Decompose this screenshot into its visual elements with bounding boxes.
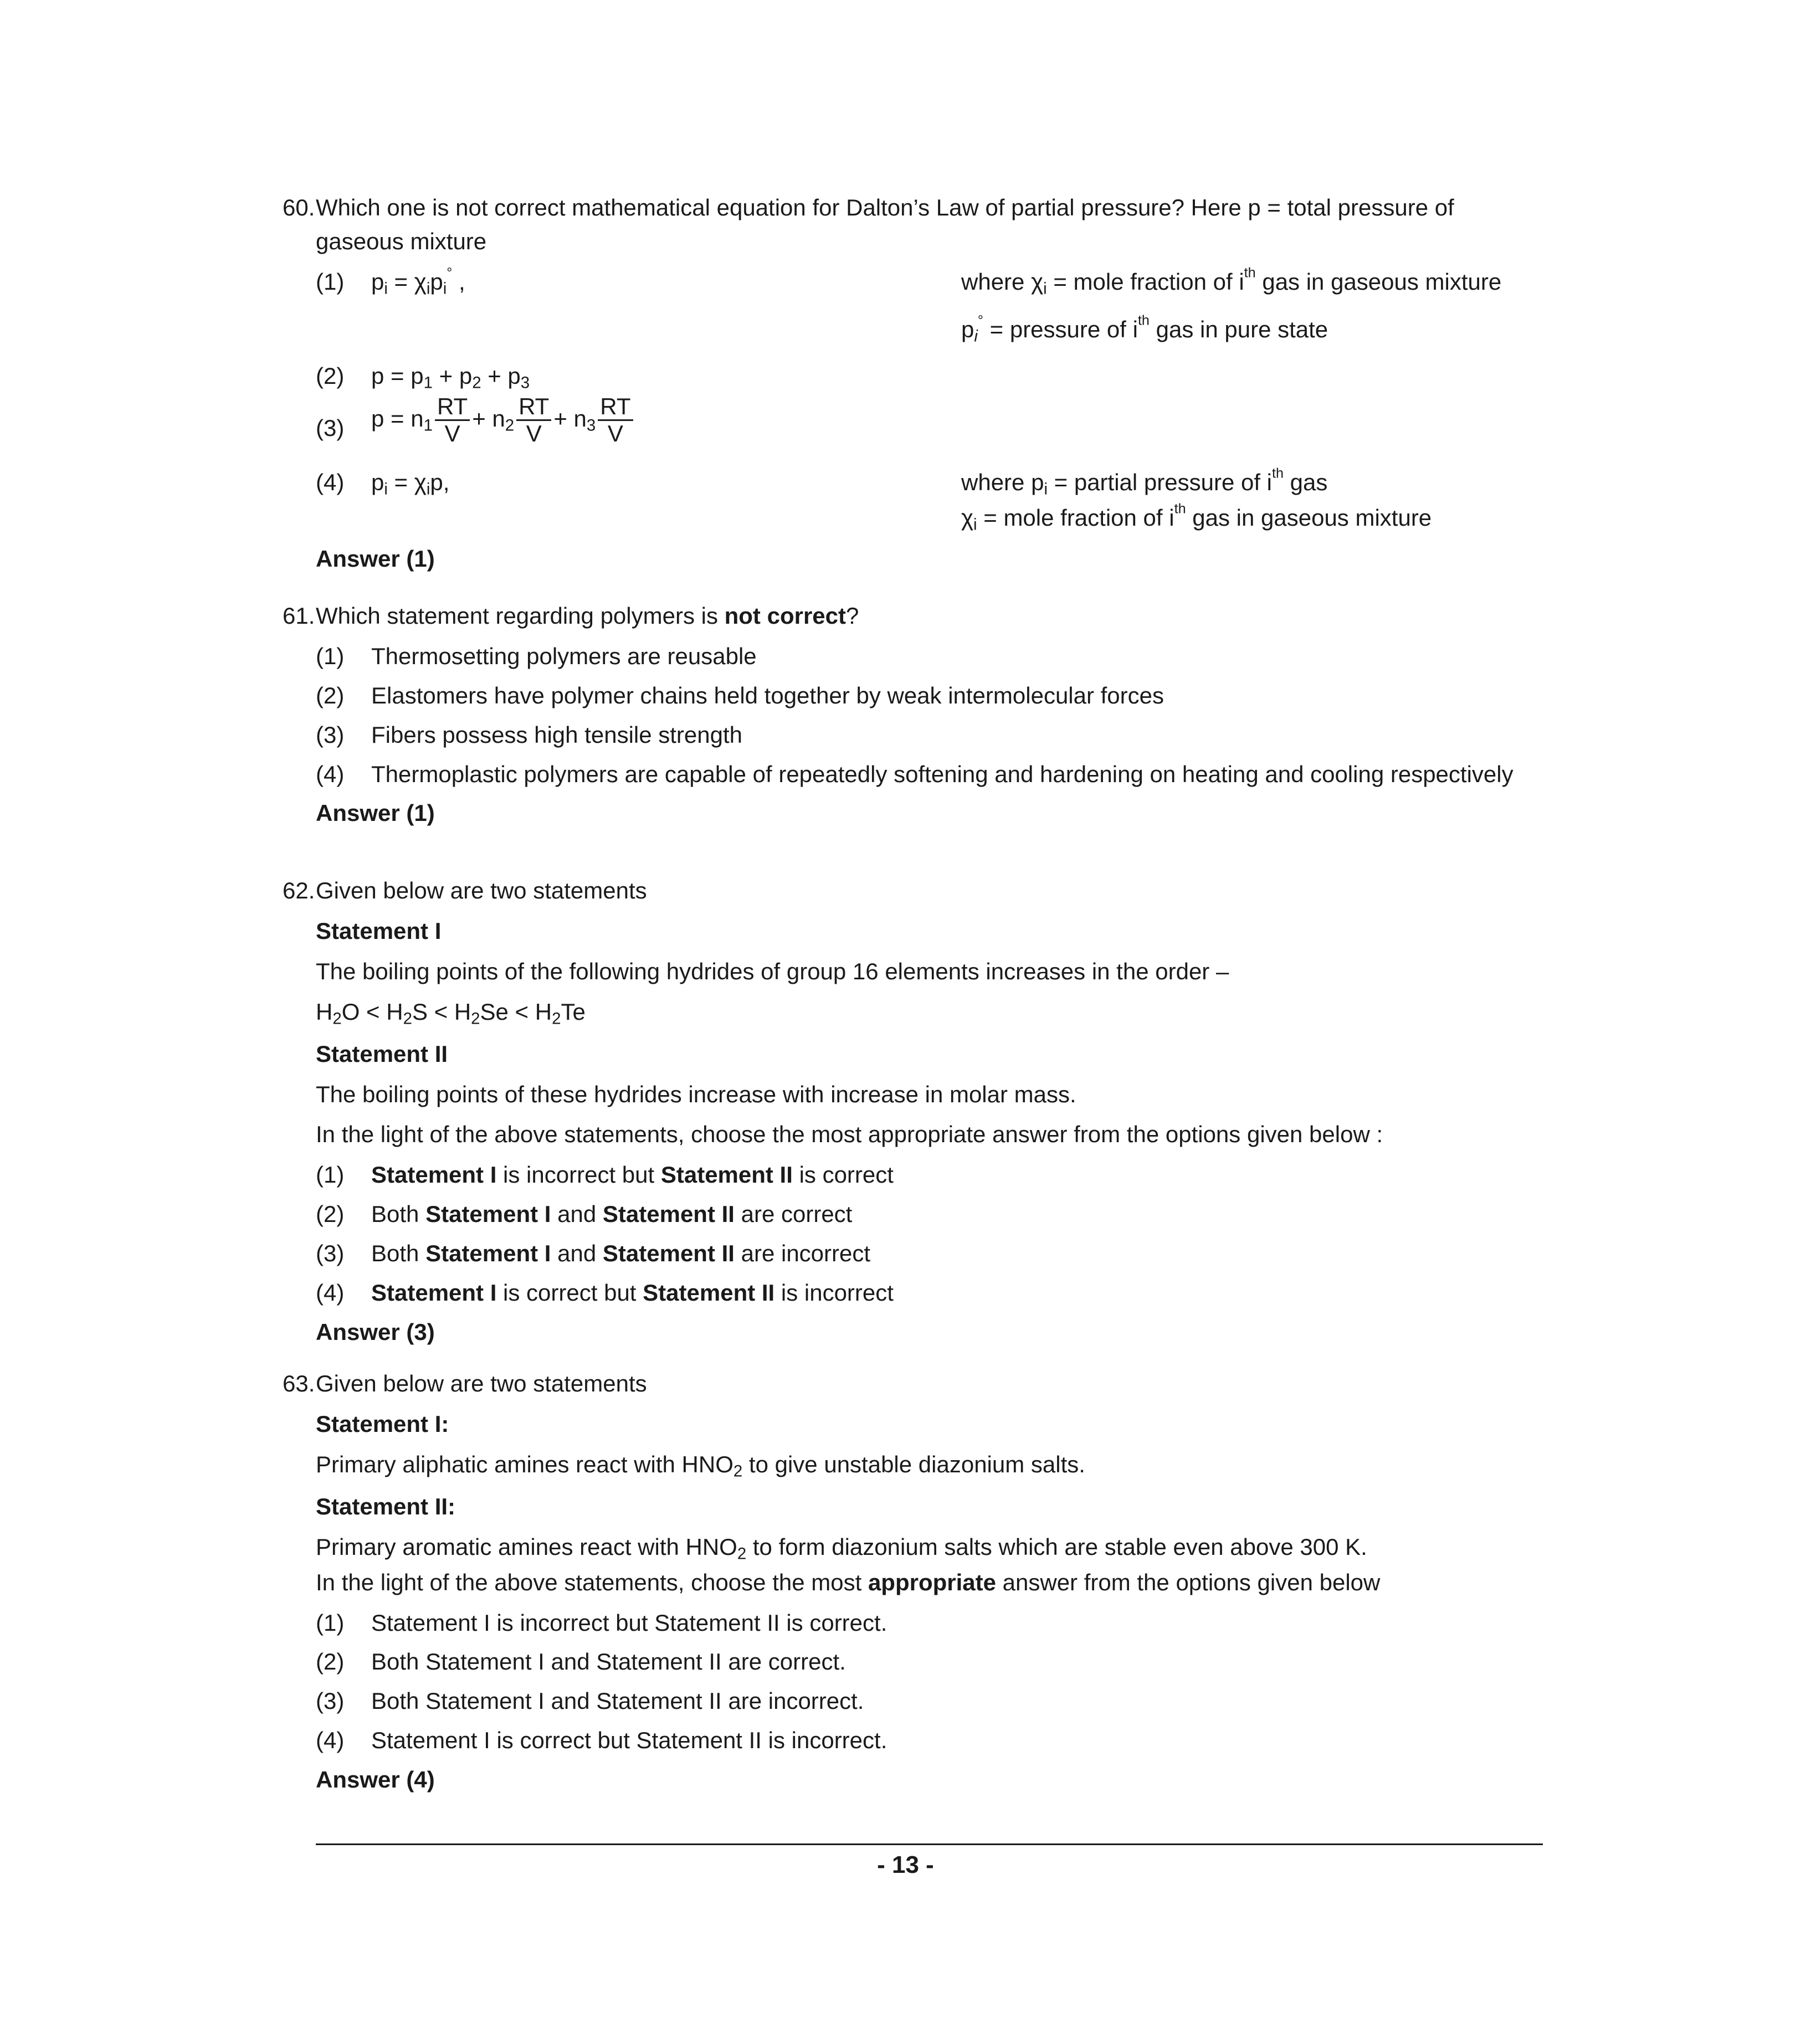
question-text: Given below are two statements (316, 877, 647, 903)
question-number: 61. (283, 603, 315, 629)
option-3: (3) Both Statement I and Statement II are incorrect (316, 1240, 871, 1267)
option-number: (1) (316, 268, 345, 295)
option-3: (3) Fibers possess high tensile strength (316, 721, 743, 748)
option-4: (4) Thermoplastic polymers are capable of repeatedly softening and hardening on heating and cooling respectively (316, 761, 1514, 787)
statement-1-heading: Statement I: (316, 1410, 449, 1437)
option-formula: $p_i = \chi_ip_i^\circ$ , (371, 265, 465, 298)
question-prompt: In the light of the above statements, choose the most appropriate answer from the options given below : (316, 1121, 1383, 1148)
answer: Answer (1) (316, 545, 435, 572)
question-63 (283, 1367, 1535, 1797)
option-3: (3) Both Statement I and Statement II are incorrect. (316, 1688, 864, 1714)
option-1: (1) Statement I is incorrect but Statement II is correct. (316, 1609, 887, 1636)
option-2: (2) Elastomers have polymer chains held together by weak intermolecular forces (316, 682, 1164, 708)
page-number: - 13 - (877, 1851, 934, 1878)
answer: Answer (4) (316, 1766, 435, 1793)
answer: Answer (1) (316, 800, 435, 826)
option-4-where: where $p_i$ = partial pressure of $i^{th}$ gas $\chi_i$ = mole fraction of $i^{th}$ gas in gaseous mixture (961, 465, 1432, 534)
option-1: (1) Thermosetting polymers are reusable (316, 643, 757, 669)
option-formula: $p_i = \chi_ip$, (371, 469, 450, 499)
answer: Answer (3) (316, 1318, 435, 1345)
option-2: (2) Both Statement I and Statement II are correct (316, 1201, 853, 1228)
question-text: Which one is not correct mathematical equation for Dalton’s Law of partial pressure? Here p = total pressure of gaseous mixture (316, 194, 1454, 254)
option-1: (1) Statement I is incorrect but Statement II is correct (316, 1162, 894, 1188)
option-formula: $p = p_1 + p_2 + p_3$ (371, 362, 530, 392)
option-number: (4) (316, 469, 345, 495)
option-formula: $p = n_1$ $\frac{RT}{V}$ + $n_2$ $\frac{RT}{V}$ + $n_3$ $\frac{RT}{V}$ (371, 394, 635, 446)
option-number: (3) (316, 414, 345, 441)
option-1-where: where $\chi_i$ = mole fraction of $i^{th}$ gas in gaseous mixture $p_i^\circ$ = pressure of $i^{th}$ gas in pure state (961, 265, 1502, 346)
question-number: 62. (283, 877, 315, 903)
option-3 (316, 393, 1535, 466)
statement-2-heading: Statement II: (316, 1493, 456, 1519)
question-text: Which statement regarding polymers is not correct? (316, 603, 859, 629)
question-number: 60. (283, 194, 315, 220)
statement-1-text: Primary aliphatic amines react with $HNO_2$ to give unstable diazonium salts. (316, 1451, 1085, 1481)
question-62 (283, 874, 1535, 1349)
option-4 (316, 466, 1535, 538)
option-4: (4) Statement I is correct but Statement II is incorrect (316, 1279, 894, 1306)
footer-divider (316, 1843, 1543, 1845)
question-prompt: In the light of the above statements, choose the most appropriate answer from the options given below (316, 1569, 1381, 1595)
question-60 (283, 191, 1535, 576)
statement-1-text: The boiling points of the following hydrides of group 16 elements increases in the order – (316, 958, 1229, 984)
option-2: (2) Both Statement I and Statement II are correct. (316, 1648, 846, 1675)
statement-1-heading: Statement I (316, 917, 442, 944)
statement-2-heading: Statement II (316, 1040, 448, 1067)
option-1 (316, 265, 1535, 360)
option-number: (2) (316, 362, 345, 389)
question-61 (283, 599, 1535, 830)
statement-2-text: Primary aromatic amines react with $HNO_2$ to form diazonium salts which are stable even above 300 K. (316, 1533, 1367, 1563)
hydride-order: $H_2O < H_2S < H_2Se < H_2Te$ (316, 998, 586, 1028)
question-number: 63. (283, 1370, 315, 1396)
option-4: (4) Statement I is correct but Statement II is incorrect. (316, 1727, 887, 1754)
question-text: Given below are two statements (316, 1370, 647, 1396)
statement-2-text: The boiling points of these hydrides increase with increase in molar mass. (316, 1081, 1076, 1107)
